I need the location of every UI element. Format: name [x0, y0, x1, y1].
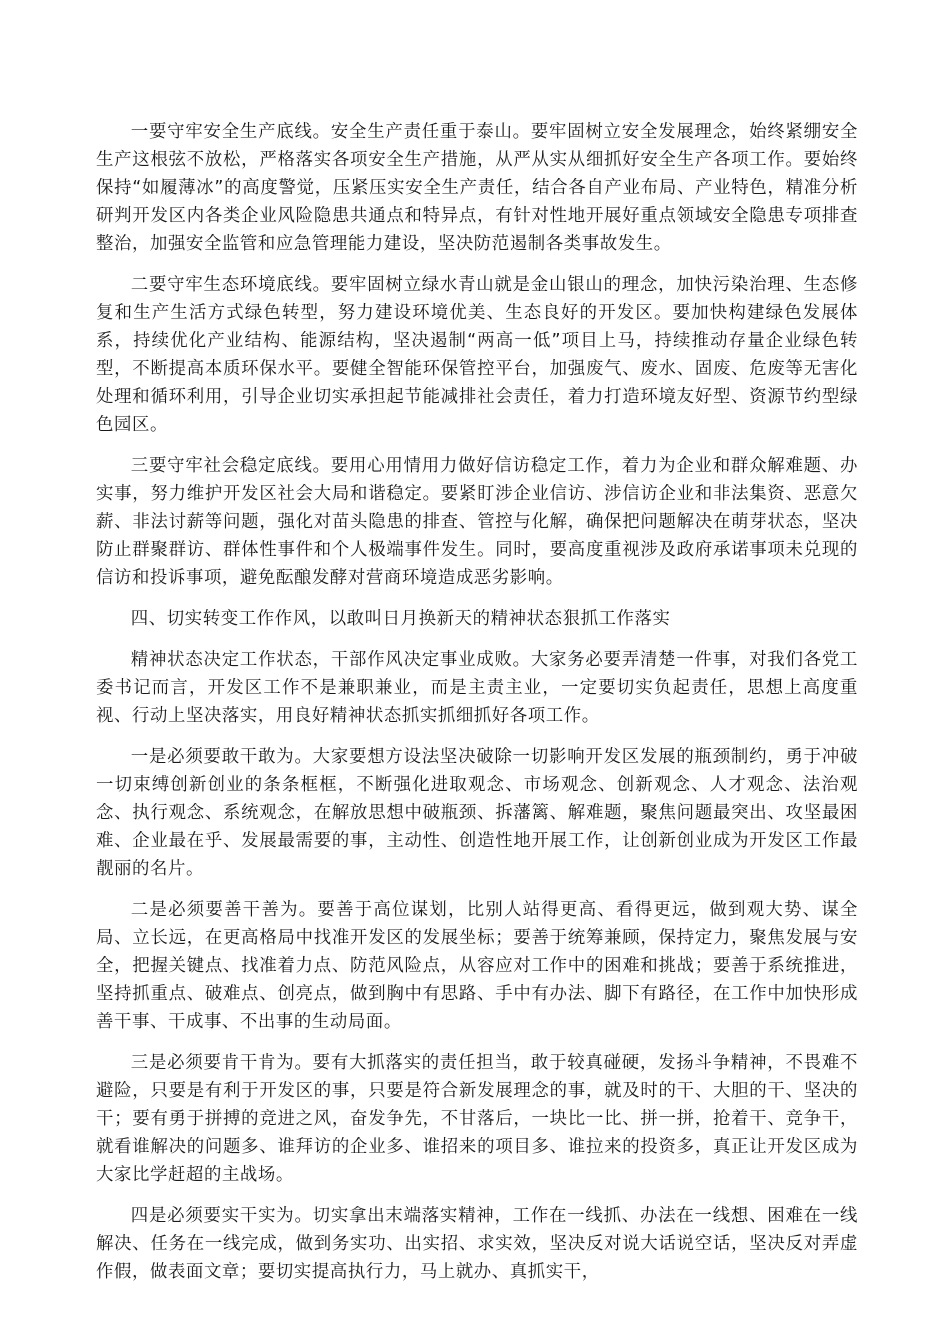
paragraph-willing-to-act: 三是必须要肯干肯为。要有大抓落实的责任担当，敢于较真碰硬，发扬斗争精神，不畏难不避险，只要是有利于开发区的事，只要是符合新发展理念的事，就及时的干、大胆的干、坚决的干；要有勇于拼搏的竞进之风，奋发争先，不甘落后，一块比一比、拼一拼，抢着干、竞争干，就看谁解决的问题多、谁拜访的企业多、谁招来的项目多、谁拉来的投资多，真正让开发区成为大家比学赶超的主战场。 — [96, 1053, 858, 1185]
paragraph-spirit-state: 精神状态决定工作状态，干部作风决定事业成败。大家务必要弄清楚一件事，对我们各党工委书记而言，开发区工作不是兼职兼业，而是主责主业，一定要切实负起责任，思想上高度重视、行动上坚决落实，用良好精神状态抓实抓细抓好各项工作。 — [96, 650, 858, 726]
paragraph-practical-action: 四是必须要实干实为。切实拿出末端落实精神，工作在一线抓、办法在一线想、困难在一线解决、任务在一线完成，做到务实功、出实招、求实效，坚决反对说大话说空话，坚决反对弄虚作假，做表面文章；要切实提高执行力，马上就办、真抓实干， — [96, 1206, 858, 1282]
paragraph-safety-bottom-line: 一要守牢安全生产底线。安全生产责任重于泰山。要牢固树立安全发展理念，始终紧绷安全生产这根弦不放松，严格落实各项安全生产措施，从严从实从细抓好安全生产各项工作。要始终保持“如履薄冰”的高度警觉，压紧压实安全生产责任，结合各自产业布局、产业特色，精准分析研判开发区内各类企业风险隐患共通点和特异点，有针对性地开展好重点领域安全隐患专项排查整治，加强安全监管和应急管理能力建设，坚决防范遏制各类事故发生。 — [96, 122, 858, 254]
document-page — [96, 118, 858, 1299]
section-heading-work-style: 四、切实转变工作作风，以敢叫日月换新天的精神状态狠抓工作落实 — [130, 609, 671, 629]
paragraph-good-at-acting: 二是必须要善干善为。要善于高位谋划，比别人站得更高、看得更远，做到观大势、谋全局、立长远，在更高格局中找准开发区的发展坐标；要善于统筹兼顾，保持定力，聚焦发展与安全，把握关键点、找准着力点、防范风险点，从容应对工作中的困难和挑战；要善于系统推进，坚持抓重点、破难点、创亮点，做到胸中有思路、手中有办法、脚下有路径，在工作中加快形成善干事、干成事、不出事的生动局面。 — [96, 900, 858, 1032]
paragraph-ecology-bottom-line: 二要守牢生态环境底线。要牢固树立绿水青山就是金山银山的理念，加快污染治理、生态修复和生产生活方式绿色转型，努力建设环境优美、生态良好的开发区。要加快构建绿色发展体系，持续优化产业结构、能源结构，坚决遏制“两高一低”项目上马，持续推动存量企业绿色转型，不断提高本质环保水平。要健全智能环保管控平台，加强废气、废水、固废、危废等无害化处理和循环利用，引导企业切实承担起节能减排社会责任，着力打造环境友好型、资源节约型绿色园区。 — [96, 275, 858, 435]
paragraph-stability-bottom-line: 三要守牢社会稳定底线。要用心用情用力做好信访稳定工作，着力为企业和群众解难题、办实事，努力维护开发区社会大局和谐稳定。要紧盯涉企业信访、涉信访企业和非法集资、恶意欠薪、非法讨薪等问题，强化对苗头隐患的排查、管控与化解，确保把问题解决在萌芽状态，坚决防止群聚群访、群体性事件和个人极端事件发生。同时，要高度重视涉及政府承诺事项未兑现的信访和投诉事项，避免酝酿发酵对营商环境造成恶劣影响。 — [96, 456, 858, 588]
paragraph-dare-to-act: 一是必须要敢干敢为。大家要想方设法坚决破除一切影响开发区发展的瓶颈制约，勇于冲破一切束缚创新创业的条条框框，不断强化进取观念、市场观念、创新观念、人才观念、法治观念、执行观念、系统观念，在解放思想中破瓶颈、拆藩篱、解难题，聚焦问题最突出、攻坚最困难、企业最在乎、发展最需要的事，主动性、创造性地开展工作，让创新创业成为开发区工作最靓丽的名片。 — [96, 747, 858, 879]
